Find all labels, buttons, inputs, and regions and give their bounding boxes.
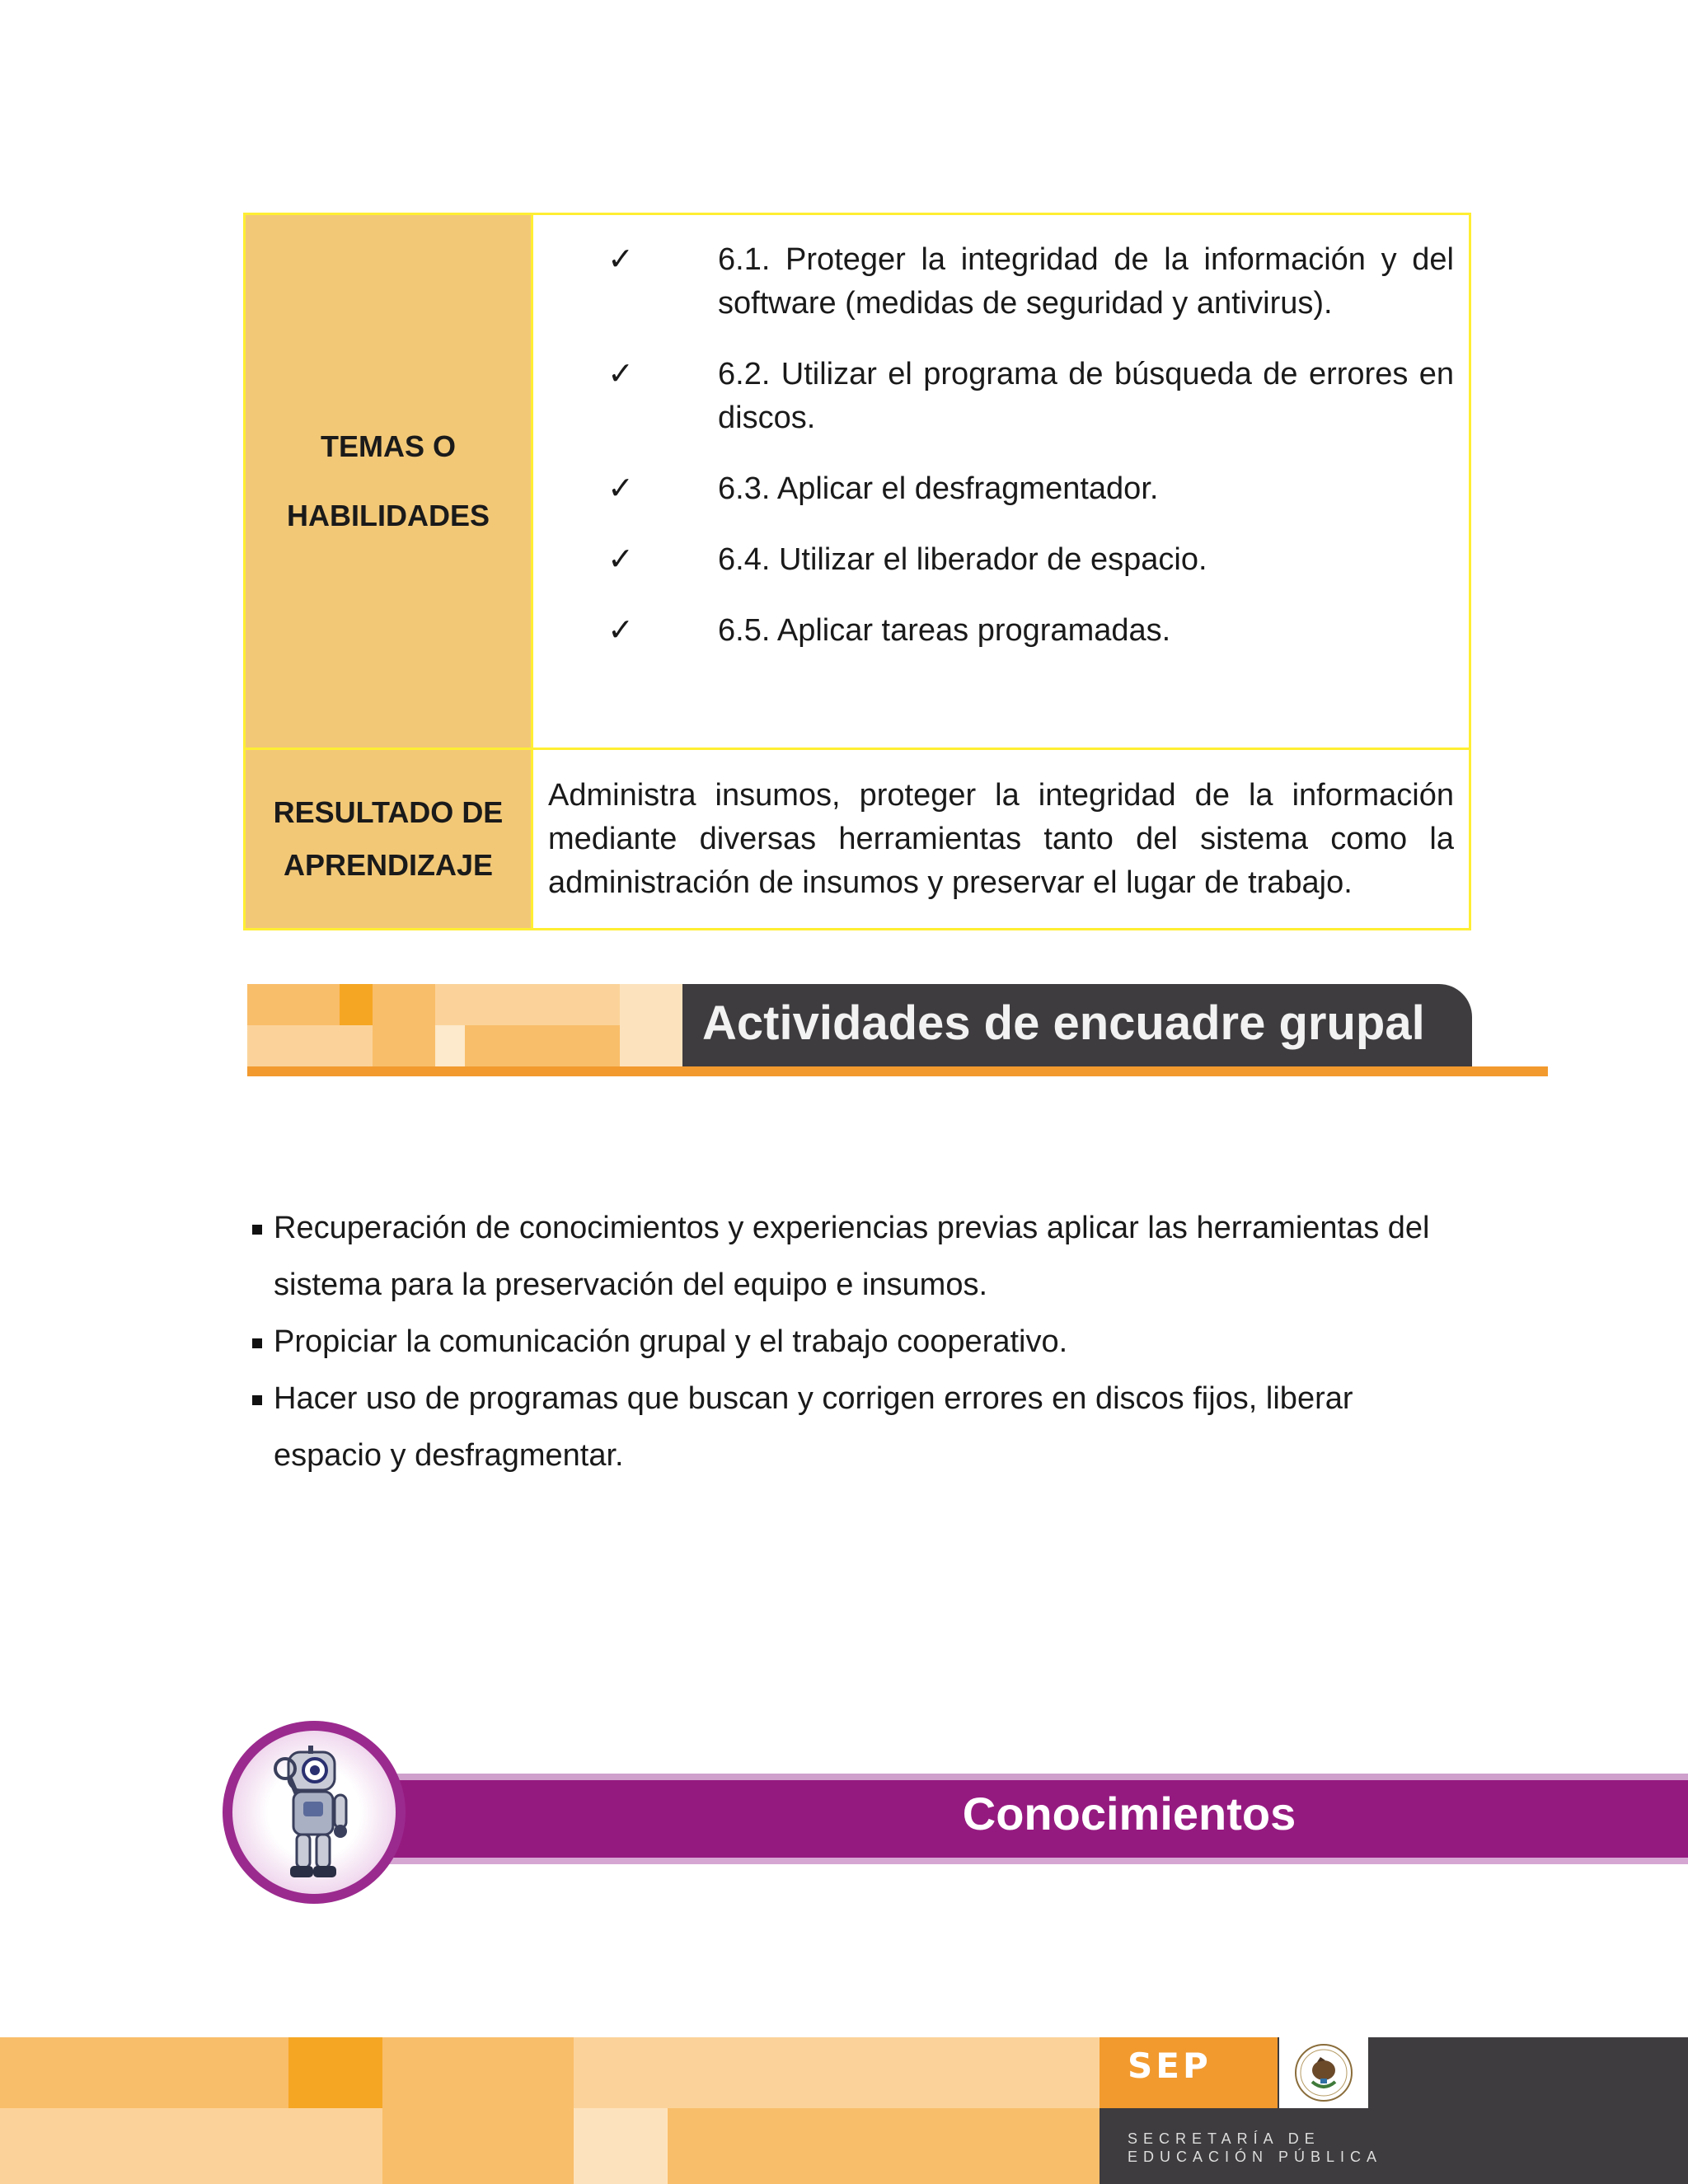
topic-text: 6.3. Aplicar el desfragmentador. [718, 471, 1159, 506]
banner-decor-block [247, 1025, 373, 1066]
list-item: Recuperación de conocimientos y experiencias previas aplicar las herramientas del sistema para la preservación del equipo e insumos. [247, 1200, 1451, 1314]
banner-decor-block [435, 1025, 465, 1066]
topic-item [533, 238, 1454, 326]
footer-decor-block [0, 2108, 382, 2184]
topic-item [533, 609, 1454, 653]
footer-decor-block [0, 2037, 288, 2108]
topic-text: 6.5. Aplicar tareas programadas. [718, 613, 1171, 648]
check-icon: ✓ [607, 357, 634, 391]
check-icon: ✓ [607, 242, 634, 277]
banner-decor-block [620, 984, 682, 1066]
activities-list [247, 1200, 1451, 1484]
check-icon: ✓ [607, 542, 634, 577]
temas-label-cell [245, 214, 532, 749]
seal-box [1279, 2037, 1368, 2108]
knowledge-title: Conocimientos [962, 1788, 1296, 1840]
resultado-content-cell [532, 749, 1470, 930]
banner-decor-block [465, 1025, 620, 1066]
footer [0, 2037, 1688, 2184]
activities-banner [247, 984, 1548, 1078]
knowledge-banner [223, 1721, 1500, 1902]
banner-decor-block [373, 984, 435, 1066]
topic-text: 6.1. Proteger la integridad de la información y del software (medidas de seguridad y antivirus). [718, 242, 1454, 321]
info-table [243, 213, 1471, 930]
footer-dark-panel [1368, 2037, 1688, 2184]
resultado-text: Administra insumos, proteger la integridad de la información mediante diversas herramientas tanto del sistema como la administración de insumos y preservar el lugar de trabajo. [548, 777, 1454, 900]
footer-decor-block [574, 2037, 1100, 2108]
topic-text: 6.4. Utilizar el liberador de espacio. [718, 542, 1207, 577]
temas-label-line2: HABILIDADES [286, 499, 490, 532]
mexico-coat-of-arms-seal [1279, 2037, 1368, 2108]
footer-decor-block [288, 2037, 382, 2108]
temas-label-line1: TEMAS O [320, 429, 456, 463]
sep-subtitle-line1: SECRETARÍA DE [1128, 2130, 1320, 2147]
activities-title: Actividades de encuadre grupal [702, 996, 1425, 1050]
topic-item [533, 467, 1454, 511]
list-item: Propiciar la comunicación grupal y el trabajo cooperativo. [247, 1314, 1451, 1371]
sep-subtitle-line2: EDUCACIÓN PÚBLICA [1128, 2149, 1383, 2165]
table-row-temas [245, 214, 1470, 749]
sep-logo: SEP [1128, 2046, 1212, 2086]
list-item: Hacer uso de programas que buscan y corrigen errores en discos fijos, liberar espacio y desfragmentar. [247, 1371, 1451, 1484]
resultado-label-line1: RESULTADO DE [273, 795, 504, 829]
banner-emblem [223, 1721, 406, 1904]
check-icon: ✓ [607, 613, 634, 648]
temas-content-cell [532, 214, 1470, 749]
footer-decor-block [382, 2037, 574, 2184]
banner-underline [247, 1066, 1548, 1076]
table-row-resultado [245, 749, 1470, 930]
banner-decor-block [340, 984, 373, 1025]
sep-subtitle [1128, 2130, 1382, 2166]
topic-item [533, 538, 1454, 582]
footer-decor-block [574, 2108, 668, 2184]
check-icon: ✓ [607, 471, 634, 506]
robot-mascot-icon [265, 1744, 364, 1884]
resultado-label-cell [245, 749, 532, 930]
resultado-label-line2: APRENDIZAJE [283, 848, 494, 882]
banner-decor-block [435, 984, 620, 1025]
topic-text: 6.2. Utilizar el programa de búsqueda de errores en discos. [718, 357, 1454, 435]
topic-item [533, 353, 1454, 440]
footer-decor-block [668, 2108, 1100, 2184]
banner-decor-block [247, 984, 340, 1025]
banner-bar-shadow [354, 1858, 1688, 1864]
